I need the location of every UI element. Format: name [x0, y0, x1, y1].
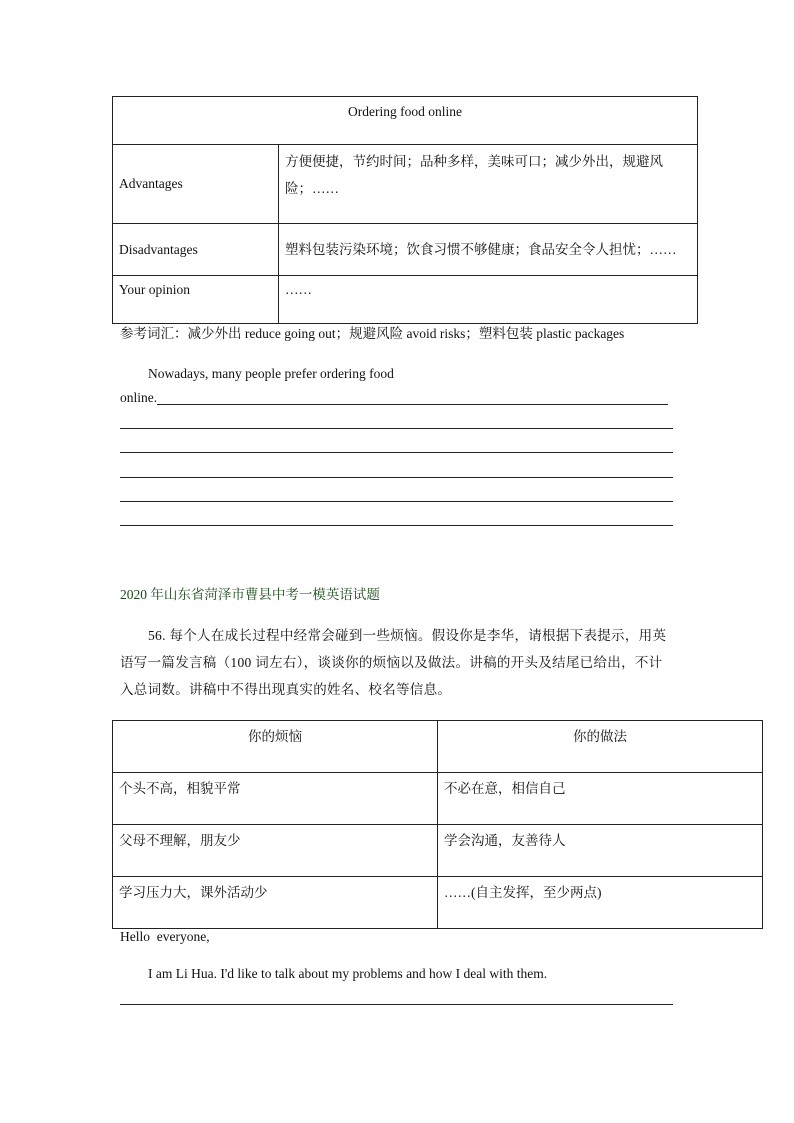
disadvantages-content: 塑料包装污染环境；饮食习惯不够健康；食品安全令人担忧；……: [285, 241, 677, 257]
table-cell: [113, 877, 438, 929]
essay1-answer-line[interactable]: [120, 428, 673, 429]
worry-item: 父母不理解，朋友少: [119, 833, 241, 848]
section2-prompt-line2: 语写一篇发言稿（100 词左右），谈谈你的烦恼以及做法。讲稿的开头及结尾已给出，不计: [120, 655, 663, 670]
advantages-content: 方便便捷，节约时间；品种多样，美味可口；减少外出，规避风险；……: [285, 154, 663, 196]
table-cell: [113, 825, 438, 877]
action-item: 不必在意，相信自己: [444, 781, 566, 796]
food-table: [112, 96, 698, 324]
speech-opening: I am Li Hua. I'd like to talk about my problems and how I deal with them.: [148, 966, 548, 981]
row-label-opinion: [113, 276, 279, 324]
essay1-start-line2: online.: [120, 390, 158, 405]
row-content-advantages: [279, 145, 698, 224]
row-content-disadvantages: [279, 224, 698, 276]
section2-prompt-line3: 入总词数。讲稿中不得出现真实的姓名、校名等信息。: [120, 682, 452, 697]
table-cell: [438, 773, 763, 825]
vocab-note: 参考词汇：减少外出 reduce going out；规避风险 avoid risks；塑料包装 plastic packages: [120, 326, 625, 341]
essay1-answer-line[interactable]: [120, 477, 673, 478]
worry-header-cell: [113, 721, 438, 773]
row-label-advantages: [113, 145, 279, 224]
action-header: 你的做法: [573, 729, 627, 744]
table-cell: [438, 825, 763, 877]
row-label-disadvantages: [113, 224, 279, 276]
essay1-answer-line[interactable]: [120, 525, 673, 526]
section2-title: 2020 年山东省菏泽市曹县中考一模英语试题: [120, 587, 380, 602]
worry-header: 你的烦恼: [248, 729, 302, 744]
action-header-cell: [438, 721, 763, 773]
essay1-answer-line[interactable]: [120, 452, 673, 453]
essay1-answer-line[interactable]: [120, 501, 673, 502]
speech-greeting: Hello everyone,: [120, 929, 210, 944]
disadvantages-label: Disadvantages: [119, 241, 198, 257]
table-cell: [113, 773, 438, 825]
action-item: 学会沟通，友善待人: [444, 833, 566, 848]
worry-table: [112, 720, 763, 929]
food-table-title: Ordering food online: [348, 104, 462, 119]
table-cell: [438, 877, 763, 929]
opinion-label: Your opinion: [119, 282, 191, 297]
opinion-content: ……: [285, 282, 312, 297]
section2-prompt-line1: 56. 每个人在成长过程中经常会碰到一些烦恼。假设你是李华，请根据下表提示，用英: [148, 628, 667, 643]
worry-item: 学习压力大，课外活动少: [119, 885, 268, 900]
action-item: ……(自主发挥，至少两点): [444, 885, 602, 900]
row-content-opinion: [279, 276, 698, 324]
worry-item: 个头不高，相貌平常: [119, 781, 241, 796]
essay1-start-line1: Nowadays, many people prefer ordering food: [148, 366, 394, 381]
advantages-label: Advantages: [119, 176, 183, 191]
essay1-answer-line-first[interactable]: [157, 404, 668, 405]
speech-answer-line[interactable]: [120, 1004, 673, 1005]
food-table-title-cell: [113, 97, 698, 145]
